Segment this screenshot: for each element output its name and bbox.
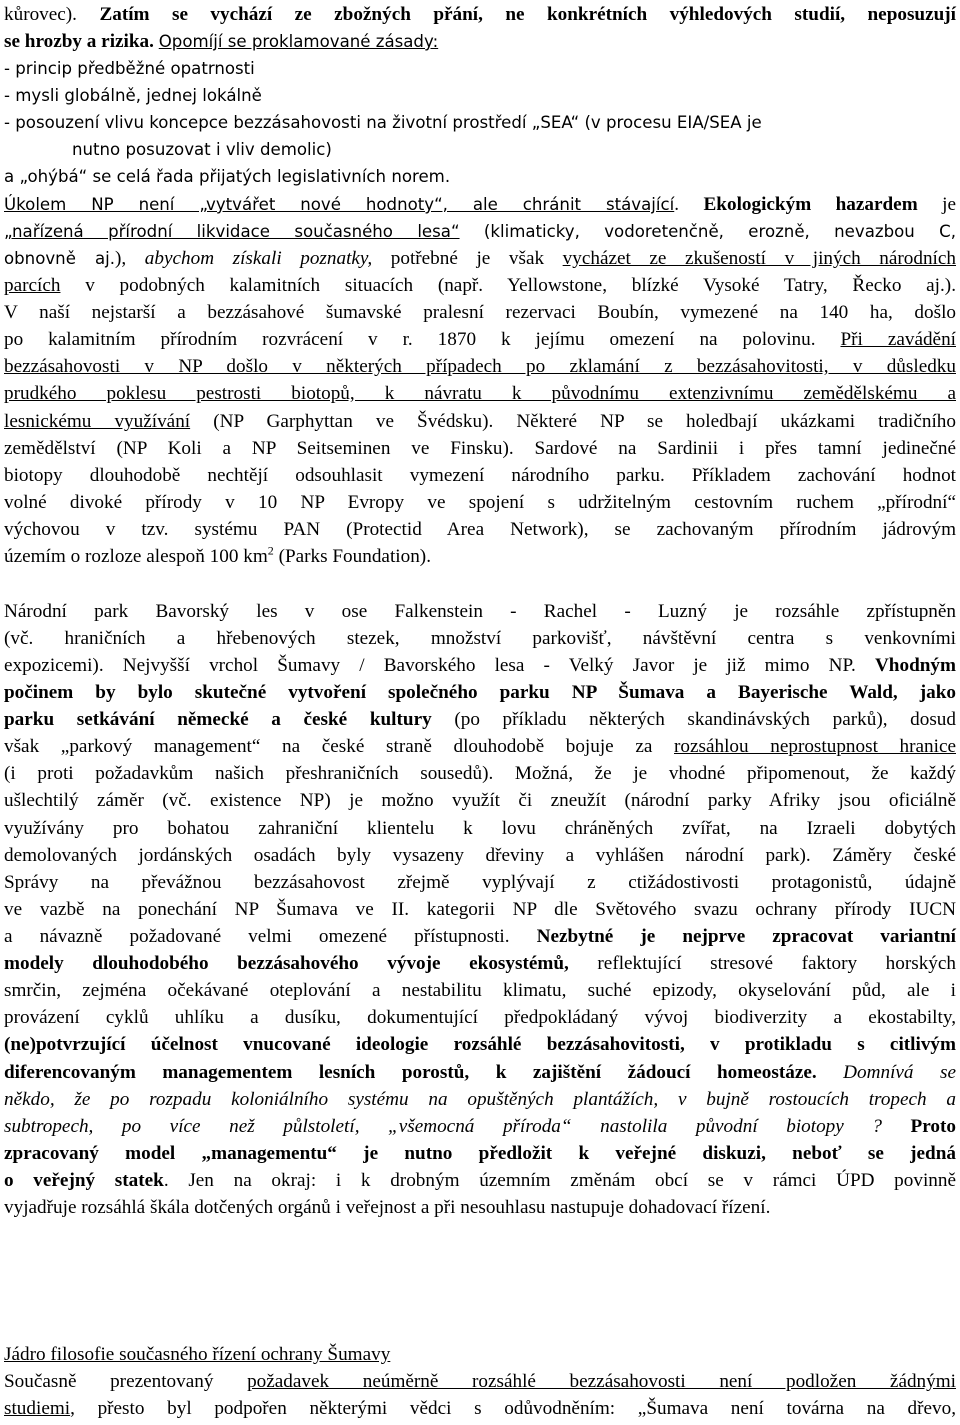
bold-text: počinem by bylo skutečné vytvoření společného parku NP Šumava a Bayerische Wald, jako bbox=[4, 682, 956, 703]
text-line bbox=[4, 435, 956, 462]
text-line bbox=[4, 923, 956, 950]
text-line bbox=[4, 733, 956, 760]
text-line bbox=[4, 516, 956, 543]
underlined-text: Při zavádění bbox=[840, 329, 956, 350]
text-span: využívány pro bohatou zahraniční klientelu k lovu chráněných zvířat, na Izraeli dobytých bbox=[4, 818, 956, 839]
text-line bbox=[4, 543, 956, 570]
text-line bbox=[4, 896, 956, 923]
underlined-text: „nařízená přírodní likvidace současného lesa“ bbox=[4, 222, 460, 241]
text-span: - princip předběžné opatrnosti bbox=[4, 59, 255, 78]
text-span: ve vazbě na ponechání NP Šumava ve II. kategorii NP dle Světového svazu ochrany přírody IUCN bbox=[4, 899, 956, 920]
text-line bbox=[4, 625, 956, 652]
text-span: V naší nejstarší a bezzásahové šumavské pralesní rezervaci Boubín, vymezené na 140 ha, došlo bbox=[4, 302, 956, 323]
underlined-text: vycházet ze zkušeností v jiných národních bbox=[562, 248, 957, 269]
bold-text: Nezbytné je nejprve zpracovat variantní bbox=[536, 926, 956, 947]
underlined-text: Úkolem NP není „vytvářet nové hodnoty“, ale chránit stávající bbox=[4, 195, 675, 214]
italic-text: abychom získali poznatky, bbox=[144, 248, 373, 269]
bold-text: (ne)potvrzující účelnost vnucované ideologie rozsáhlé bezzásahovitosti, v protikladu s citlivým bbox=[4, 1034, 956, 1055]
bold-text: parku setkávání německé a české kultury bbox=[4, 709, 432, 730]
text-span: volné divoké přírody v 10 NP Evropy ve spojení s udržitelným cestovním ruchem „přírodní“ bbox=[4, 492, 956, 513]
text-line bbox=[4, 787, 956, 814]
underlined-text: rozsáhlou neprostupnost hranice bbox=[674, 736, 956, 757]
text-line bbox=[4, 1086, 956, 1113]
italic-text: Domnívá se bbox=[843, 1062, 957, 1083]
text-line bbox=[4, 598, 956, 625]
text-line bbox=[4, 163, 956, 190]
text-line bbox=[4, 1194, 956, 1221]
italic-text: někdo, že po rozpadu koloniálního systému na opuštěných plantážích, v bujně rostoucích tropech a bbox=[4, 1089, 956, 1110]
text-span: expozicemi). Nejvyšší vrchol Šumavy / Bavorského lesa - Velký Javor je již mimo NP. bbox=[4, 655, 875, 676]
text-line bbox=[4, 1031, 956, 1058]
text-line bbox=[4, 326, 956, 353]
bold-text: o veřejný statek bbox=[4, 1170, 164, 1191]
text-span: v podobných kalamitních situacích (např. Yellowstone, blízké Vysoké Tatry, Řecko aj.). bbox=[60, 275, 956, 296]
text-line bbox=[4, 1140, 956, 1167]
text-span: územím o rozloze alespoň 100 km bbox=[4, 546, 268, 567]
text-span: (klimaticky, vodoretenčně, erozně, nevazbou C, bbox=[459, 222, 956, 241]
text-span: kůrovec). bbox=[4, 4, 100, 25]
text-line bbox=[4, 1113, 956, 1140]
text-span: Současně prezentovaný bbox=[4, 1371, 248, 1392]
text-line bbox=[4, 842, 956, 869]
text-span: je bbox=[917, 194, 956, 215]
underlined-text: parcích bbox=[4, 275, 61, 296]
text-line bbox=[4, 218, 956, 245]
text-span: však „parkový management“ na české straně dlouhodobě bojuje za bbox=[4, 736, 674, 757]
underlined-text: studiemi bbox=[4, 1398, 71, 1419]
text-line bbox=[4, 1004, 956, 1031]
text-line bbox=[4, 1059, 956, 1086]
bold-text: diferencovaným managementem lesních porostů, k zajištění žádoucí homeostáze. bbox=[4, 1062, 817, 1083]
section-heading bbox=[4, 1341, 956, 1368]
text-line bbox=[4, 652, 956, 679]
text-span: - posouzení vlivu koncepce bezzásahovosti na životní prostředí „SEA“ (v procesu EIA/SEA je bbox=[4, 113, 762, 132]
text-span: a návazně požadované velmi omezené přístupnosti. bbox=[4, 926, 537, 947]
text-span: demolovaných jordánských osadách byly vysazeny dřeviny a vyhlášen národní park). Záměry české bbox=[4, 845, 956, 866]
italic-text: subtropech, po více než půlstoletí, „všemocná příroda“ nastolila původní biotopy ? bbox=[4, 1116, 911, 1137]
text-line bbox=[4, 950, 956, 977]
text-span: ušlechtilý záměr (vč. existence NP) je možno využít či zneužít (národní parky Afriky jsou oficiálně bbox=[4, 790, 956, 811]
text-line bbox=[4, 353, 956, 380]
text-span: , přesto byl podpořen některými vědci s odůvodněním: „Šumava není továrna na dřevo, bbox=[70, 1398, 956, 1419]
text-line bbox=[4, 1167, 956, 1194]
underlined-text: Opomíjí se proklamované zásady: bbox=[158, 32, 439, 51]
bold-text: Zatím se vychází ze zbožných přání, ne konkrétních výhledových studií, neposuzují bbox=[99, 4, 957, 25]
bold-text: zpracovaný model „managementu“ je nutno předložit k veřejné diskuzi, neboť se jedná bbox=[4, 1143, 956, 1164]
text-span: a „ohýbá“ se celá řada přijatých legislativních norem. bbox=[4, 167, 451, 186]
text-line bbox=[4, 977, 956, 1004]
text-span: Správy na převážnou bezzásahovost zřejmě vyplývají z ctižádostivosti protagonistů, údajně bbox=[4, 872, 956, 893]
text-span: zemědělství (NP Koli a NP Seitseminen ve Finsku). Sardové na Sardinii i přes tamní jedinečné bbox=[4, 438, 956, 459]
text-line bbox=[4, 706, 956, 733]
text-span: biotopy dlouhodobě nechtějí odsouhlasit vymezení národního parku. Příkladem zachování hodnot bbox=[4, 465, 956, 486]
text-line bbox=[4, 299, 956, 326]
text-line bbox=[4, 760, 956, 787]
underlined-text: bezzásahovosti v NP došlo v některých případech po zklamání z bezzásahovitosti, v důsledku bbox=[4, 356, 956, 377]
text-line bbox=[4, 1395, 956, 1422]
text-span: ), bbox=[115, 248, 145, 269]
text-line bbox=[4, 380, 956, 407]
text-line bbox=[4, 815, 956, 842]
text-span: reflektující stresové faktory horských bbox=[568, 953, 957, 974]
text-span: výchovou v tzv. systému PAN (Protectid Area Network), se zachovaným přírodním jádrovým bbox=[4, 519, 956, 540]
bold-text: Proto bbox=[910, 1116, 956, 1137]
text-span: provázení cyklů uhlíku a dusíku, dokumentující předpokládaný vývoj biodiverzity a ekostabilty, bbox=[4, 1007, 956, 1028]
text-line bbox=[4, 679, 956, 706]
bold-text: se hrozby a rizika. bbox=[4, 31, 159, 52]
text-span: smrčin, zejména očekávané oteplování a nestabilitu klimatu, suché epizody, okyselování půd, ale i bbox=[4, 980, 956, 1001]
text-line bbox=[72, 136, 960, 163]
bold-text: modely dlouhodobého bezzásahového vývoje ekosystémů, bbox=[4, 953, 569, 974]
text-span: (Parks Foundation). bbox=[273, 546, 431, 567]
text-span: (vč. hraničních a hřebenových stezek, množství parkovišť, návštěvní centra s venkovními bbox=[4, 628, 956, 649]
text-line bbox=[4, 28, 956, 55]
text-line bbox=[4, 55, 956, 82]
bold-text: Vhodným bbox=[874, 655, 956, 676]
text-span: (i proti požadavkům našich přeshraničních sousedů). Možná, že je vhodné připomenout, že každý bbox=[4, 763, 956, 784]
text-span: obnovně aj. bbox=[4, 249, 116, 268]
text-span: - mysli globálně, jednej lokálně bbox=[4, 86, 262, 105]
text-line bbox=[4, 1368, 956, 1395]
text-line bbox=[4, 109, 956, 136]
text-line bbox=[4, 408, 956, 435]
text-line bbox=[4, 869, 956, 896]
text-span: Národní park Bavorský les v ose Falkenstein - Rachel - Luzný je rozsáhle zpřístupněn bbox=[4, 601, 956, 622]
text-line bbox=[4, 245, 956, 272]
text-line bbox=[4, 1, 956, 28]
text-line bbox=[4, 272, 956, 299]
text-span: 2 bbox=[267, 543, 274, 558]
underlined-text: prudkého poklesu pestrosti biotopů, k návratu k původnímu extenzivnímu zemědělskému a bbox=[4, 383, 956, 404]
underlined-text: lesnickému využívání bbox=[4, 411, 191, 432]
text-span: potřebné je však bbox=[372, 248, 563, 269]
text-span: nutno posuzovat i vliv demolic) bbox=[72, 140, 332, 159]
text-span: . Jen na okraj: i k drobným územním změnám obcí se v rámci ÚPD povinně bbox=[163, 1170, 956, 1191]
bold-text: Ekologickým hazardem bbox=[703, 194, 918, 215]
underlined-text: Jádro filosofie současného řízení ochrany Šumavy bbox=[4, 1344, 391, 1365]
text-line bbox=[4, 191, 956, 218]
text-span: . bbox=[674, 194, 704, 215]
text-span: po kalamitním přírodním rozvrácení v r. 1870 k jejímu omezení na polovinu. bbox=[4, 329, 841, 350]
text-span bbox=[817, 1062, 844, 1083]
text-line bbox=[4, 462, 956, 489]
text-span: (NP Garphyttan ve Švédsku). Některé NP se holedbají ukázkami tradičního bbox=[190, 411, 956, 432]
text-span: (po příkladu některých skandinávských parků), dosud bbox=[431, 709, 956, 730]
text-line bbox=[4, 489, 956, 516]
text-span: vyjadřuje rozsáhlá škála dotčených orgánů i veřejnost a při nesouhlasu nastupuje dohadovací řízení. bbox=[4, 1197, 771, 1218]
text-line bbox=[4, 82, 956, 109]
underlined-text: požadavek neúměrně rozsáhlé bezzásahovosti není podložen žádnými bbox=[247, 1371, 957, 1392]
